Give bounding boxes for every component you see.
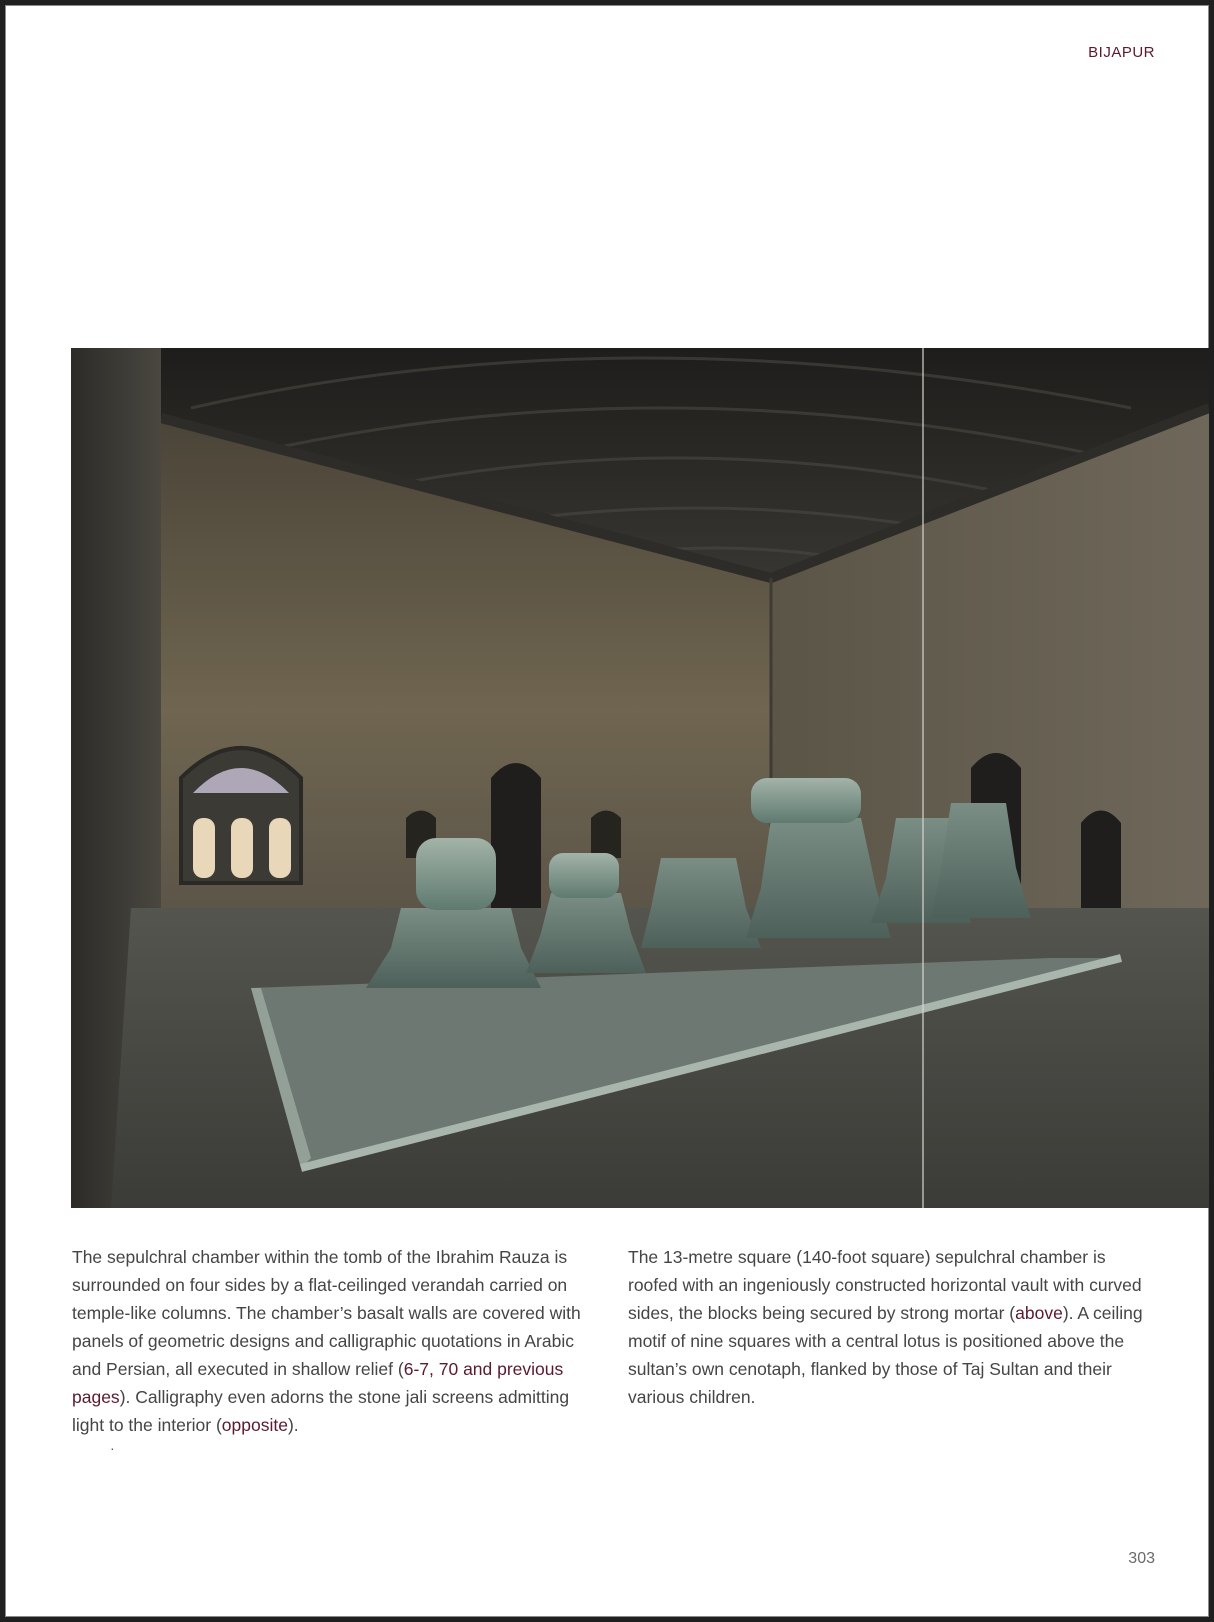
- stray-mark: ·: [110, 1440, 115, 1456]
- cross-reference-link: opposite: [221, 1415, 288, 1435]
- caption-right-text-1: The 13-metre square (140-foot square) sepulchral chamber is roofed with an ingeniously constructed horizontal vault with curved sides, the blocks being secured by strong mortar (: [628, 1247, 1142, 1323]
- caption-left-text-2: ). Calligraphy even adorns the stone jali screens admitting light to the interior (: [72, 1387, 570, 1435]
- chamber-photograph: [71, 348, 1209, 1208]
- caption-left-column: [72, 1243, 597, 1439]
- caption-left-text-3: ).: [287, 1415, 299, 1435]
- caption-left-text-1: The sepulchral chamber within the tomb of the Ibrahim Rauza is surrounded on four sides by a flat-ceilinged verandah carried on temple-like columns. The chamber’s basalt walls are covered with panels of geometric designs and calligraphic quotations in Arabic and Persian, all executed in shallow relief (: [72, 1247, 581, 1379]
- page-number: 303: [1128, 1550, 1155, 1567]
- caption-right-text-2: ). A ceiling motif of nine squares with a central lotus is positioned above the sultan’s own cenotaph, flanked by those of Taj Sultan and their various children.: [628, 1303, 1143, 1407]
- caption-right-column: [628, 1243, 1158, 1411]
- running-head: BIJAPUR: [1088, 44, 1155, 61]
- cross-reference-link: above: [1015, 1303, 1063, 1323]
- cross-reference-link: 6-7, 70 and previous pages: [72, 1359, 564, 1407]
